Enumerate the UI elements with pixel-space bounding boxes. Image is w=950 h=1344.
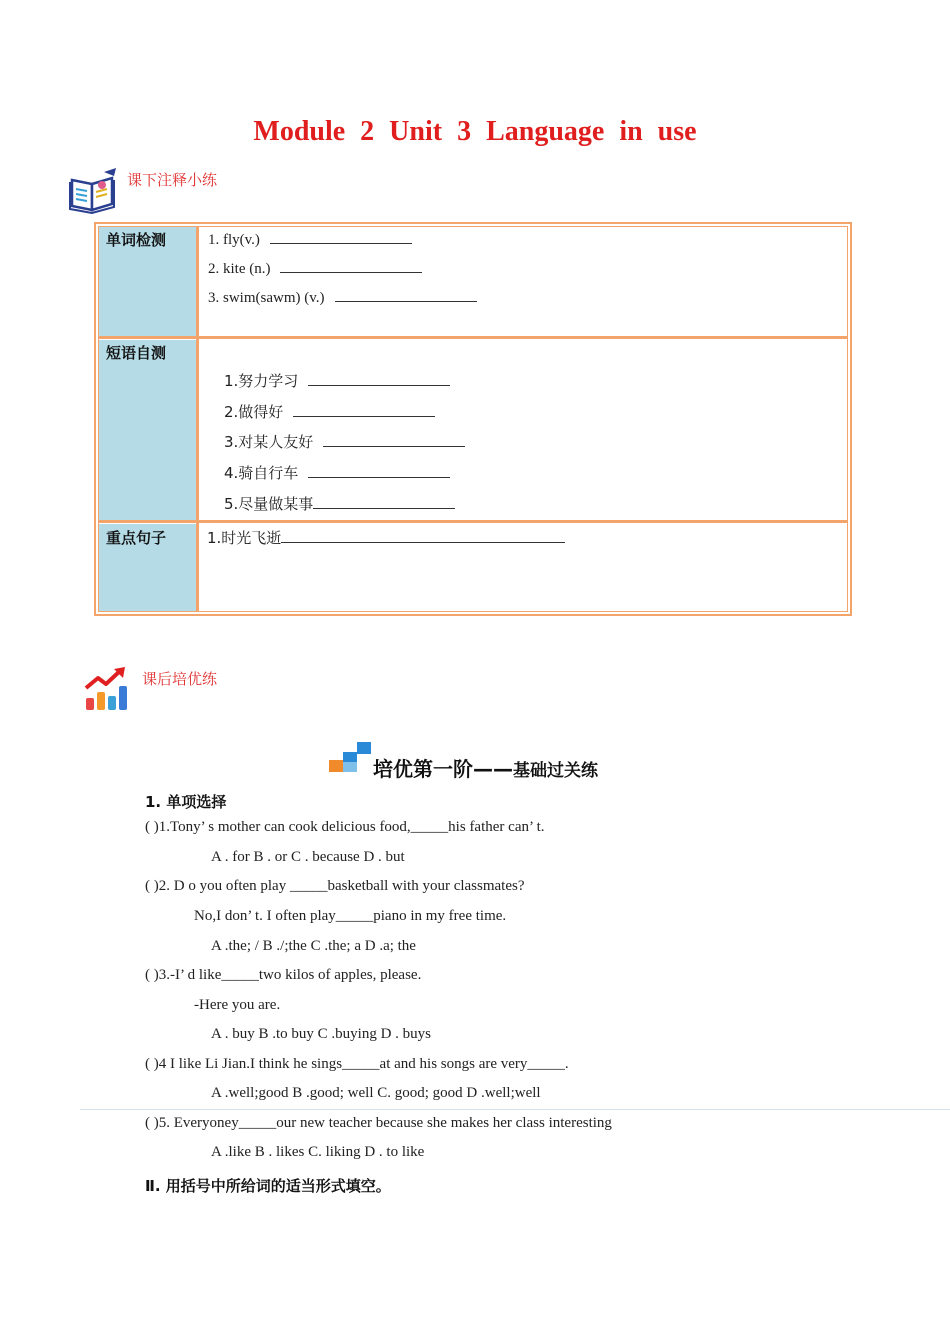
answer-blank[interactable] <box>308 463 450 478</box>
options-line: A .the; / B ./;the C .the; a D .a; the <box>211 938 416 954</box>
row-label-phrases: 短语自测 <box>106 344 167 362</box>
table-row-divider <box>98 336 848 339</box>
question-line: ( )3.-I’ d like_____two kilos of apples, please. <box>145 967 422 983</box>
question-line: ( )5. Everyoney_____our new teacher because she makes her class interesting <box>145 1115 612 1131</box>
word-item: 1. fly(v.) <box>208 229 412 249</box>
row-label-sentences: 重点句子 <box>106 529 167 547</box>
answer-blank[interactable] <box>308 371 450 386</box>
question-line: ( )1.Tony’ s mother can cook delicious food,_____his father can’ t. <box>145 819 545 835</box>
options-line: A .like B . likes C. liking D . to like <box>211 1144 425 1160</box>
options-line: A .well;good B .good; well C. good; good D .well;well <box>211 1085 541 1101</box>
phrase-item: 1.努力学习 <box>224 370 450 391</box>
open-book-icon <box>68 168 118 214</box>
part1-heading: 1. 单项选择 <box>145 793 227 811</box>
phrase-item: 2.做得好 <box>224 401 435 422</box>
answer-blank[interactable] <box>313 494 455 509</box>
answer-blank[interactable] <box>270 229 412 244</box>
question-line: ( )2. D o you often play _____basketball with your classmates? <box>145 878 525 894</box>
phrase-item: 4.骑自行车 <box>224 462 450 483</box>
options-line: A . for B . or C . because D . but <box>211 849 405 865</box>
stairs-icon <box>329 740 371 774</box>
answer-blank[interactable] <box>280 258 422 273</box>
word-item: 3. swim(sawm) (v.) <box>208 287 477 307</box>
question-line: No,I don’ t. I often play_____piano in my free time. <box>194 908 507 924</box>
table-row-divider <box>98 520 848 523</box>
phrase-item: 3.对某人友好 <box>224 431 465 452</box>
stage-heading: 培优第一阶——基础过关练 <box>373 757 598 781</box>
answer-blank[interactable] <box>323 432 465 447</box>
question-line: ( )4 I like Li Jian.I think he sings_____at and his songs are very_____. <box>145 1056 569 1072</box>
growth-chart-icon <box>84 666 128 712</box>
answer-blank[interactable] <box>293 402 435 417</box>
section-label-after-class: 课后培优练 <box>142 670 218 688</box>
table-divider <box>196 226 199 612</box>
vocab-table-inner <box>98 226 848 612</box>
page-title: Module 2 Unit 3 Language in use <box>253 116 697 147</box>
phrase-item: 5.尽量做某事 <box>224 493 455 514</box>
answer-blank[interactable] <box>281 528 565 543</box>
divider <box>80 1109 950 1110</box>
label-cell-phrases <box>99 340 196 521</box>
sentence-item: 1.时光飞逝 <box>207 527 565 548</box>
section-label-notes: 课下注释小练 <box>127 171 218 189</box>
row-label-words: 单词检测 <box>106 231 167 249</box>
part2-heading: Ⅱ. 用括号中所给词的适当形式填空。 <box>145 1177 391 1195</box>
options-line: A . buy B .to buy C .buying D . buys <box>211 1026 432 1042</box>
answer-blank[interactable] <box>335 287 477 302</box>
word-item: 2. kite (n.) <box>208 258 422 278</box>
question-line: -Here you are. <box>194 997 281 1013</box>
